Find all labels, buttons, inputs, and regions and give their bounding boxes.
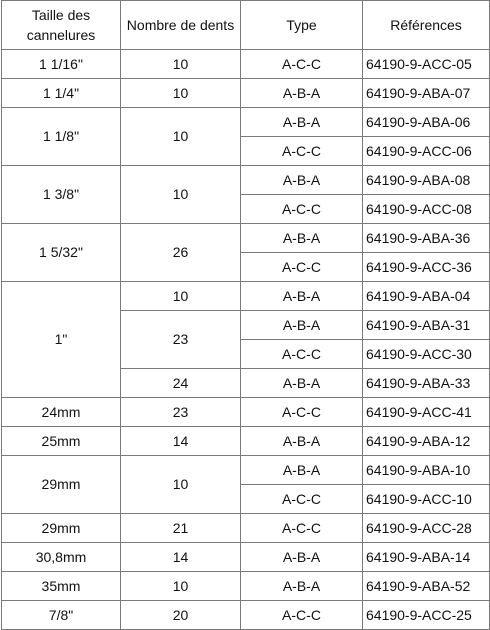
cell-teeth: 10 [121,456,241,514]
header-teeth-count: Nombre de dents [121,1,241,50]
table-row [2,108,490,137]
cell-type: A-B-A [241,79,363,108]
cell-type: A-B-A [241,369,363,398]
table-row [2,398,490,427]
cell-size: 1 1/16" [2,50,121,79]
cell-teeth: 10 [121,79,241,108]
table-body [2,50,490,630]
table-row [2,601,490,630]
cell-type: A-B-A [241,108,363,137]
cell-reference: 64190-9-ACC-06 [363,137,490,166]
cell-size: 1 3/8" [2,166,121,224]
cell-teeth: 10 [121,108,241,166]
header-type: Type [241,1,363,50]
cell-reference: 64190-9-ACC-36 [363,253,490,282]
cell-reference: 64190-9-ABA-10 [363,456,490,485]
cell-size: 25mm [2,427,121,456]
cell-type: A-C-C [241,253,363,282]
cell-reference: 64190-9-ABA-36 [363,224,490,253]
header-spline-size: Taille des cannelures [2,1,121,50]
cell-teeth: 14 [121,427,241,456]
spline-reference-table [1,0,490,630]
cell-type: A-C-C [241,398,363,427]
cell-teeth: 10 [121,166,241,224]
table-row [2,456,490,485]
cell-teeth: 21 [121,514,241,543]
cell-reference: 64190-9-ACC-28 [363,514,490,543]
table-row [2,282,490,311]
cell-type: A-B-A [241,282,363,311]
table-row [2,543,490,572]
header-row [2,1,490,50]
cell-reference: 64190-9-ABA-52 [363,572,490,601]
cell-size: 1 1/8" [2,108,121,166]
cell-teeth: 24 [121,369,241,398]
cell-type: A-B-A [241,572,363,601]
cell-teeth: 20 [121,601,241,630]
cell-reference: 64190-9-ABA-31 [363,311,490,340]
cell-size: 35mm [2,572,121,601]
cell-type: A-C-C [241,485,363,514]
cell-size: 1 1/4" [2,79,121,108]
cell-reference: 64190-9-ACC-08 [363,195,490,224]
cell-size: 7/8" [2,601,121,630]
cell-size: 29mm [2,514,121,543]
table-row [2,514,490,543]
cell-reference: 64190-9-ACC-10 [363,485,490,514]
cell-teeth: 10 [121,572,241,601]
cell-type: A-B-A [241,224,363,253]
cell-size: 29mm [2,456,121,514]
cell-reference: 64190-9-ABA-06 [363,108,490,137]
cell-teeth: 10 [121,50,241,79]
cell-reference: 64190-9-ACC-25 [363,601,490,630]
table-row [2,79,490,108]
cell-size: 30,8mm [2,543,121,572]
cell-type: A-C-C [241,514,363,543]
cell-reference: 64190-9-ABA-12 [363,427,490,456]
cell-teeth: 14 [121,543,241,572]
cell-type: A-B-A [241,427,363,456]
cell-type: A-B-A [241,166,363,195]
cell-reference: 64190-9-ABA-14 [363,543,490,572]
cell-teeth: 10 [121,282,241,311]
header-references: Références [363,1,490,50]
cell-type: A-C-C [241,340,363,369]
cell-teeth: 23 [121,398,241,427]
table-row [2,427,490,456]
cell-type: A-B-A [241,456,363,485]
table-row [2,572,490,601]
cell-size: 1" [2,282,121,398]
cell-reference: 64190-9-ABA-08 [363,166,490,195]
cell-type: A-B-A [241,543,363,572]
cell-type: A-C-C [241,137,363,166]
cell-type: A-C-C [241,195,363,224]
cell-reference: 64190-9-ABA-04 [363,282,490,311]
cell-size: 1 5/32" [2,224,121,282]
table-row [2,224,490,253]
table-row [2,166,490,195]
cell-reference: 64190-9-ACC-05 [363,50,490,79]
cell-type: A-B-A [241,311,363,340]
cell-reference: 64190-9-ABA-33 [363,369,490,398]
cell-reference: 64190-9-ABA-07 [363,79,490,108]
cell-type: A-C-C [241,601,363,630]
table-row [2,50,490,79]
cell-reference: 64190-9-ACC-41 [363,398,490,427]
cell-type: A-C-C [241,50,363,79]
cell-teeth: 23 [121,311,241,369]
cell-size: 24mm [2,398,121,427]
table-header [2,1,490,50]
cell-teeth: 26 [121,224,241,282]
cell-reference: 64190-9-ACC-30 [363,340,490,369]
